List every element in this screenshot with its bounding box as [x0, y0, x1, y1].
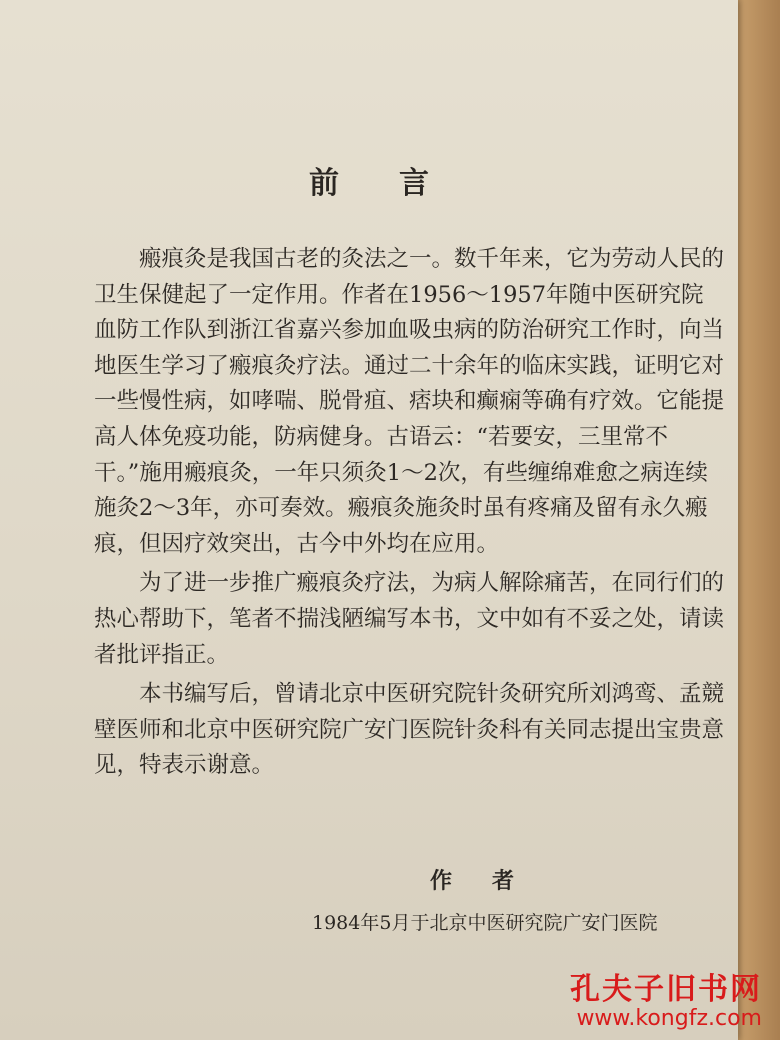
author-signature: 作者: [430, 868, 555, 894]
preface-body: [94, 242, 724, 786]
watermark: [570, 964, 762, 1031]
preface-paragraph-2: 为了进一步推广瘢痕灸疗法，为病人解除痛苦，在同行们的热心帮助下，笔者不揣浅陋编写本书，文中如有不妥之处，请读者批评指正。: [94, 570, 725, 668]
date-line: 1984年5月于北京中医研究院广安门医院: [312, 912, 658, 934]
preface-paragraph-1: 瘢痕灸是我国古老的灸法之一。数千年来，它为劳动人民的卫生保健起了一定作用。作者在1956～1957年随中医研究院血防工作队到浙江省嘉兴参加血吸虫病的防治研究工作时，向当地医生学习了瘢痕灸疗法。通过二十余年的临床实践，证明它对一些慢性病，如哮喘、脱骨疽、痞块和癫痫等确有疗效。它能提高人体免疫功能，防病健身。古语云：“若要安，三里常不干。”施用瘢痕灸，一年只须灸1～2次，有些缠绵难愈之病连续施灸2～3年，亦可奏效。瘢痕灸施灸时虽有疼痛及留有永久瘢痕，但因疗效突出，古今中外均在应用。: [94, 246, 725, 557]
watermark-url: www.kongfz.com: [576, 1006, 762, 1031]
preface-paragraph-3: 本书编写后，曾请北京中医研究院针灸研究所刘鸿鸾、孟競壁医师和北京中医研究院广安门医院针灸科有关同志提出宝贵意见，特表示谢意。: [94, 681, 725, 779]
page-title: 前言: [309, 166, 489, 201]
watermark-name: 孔夫子旧书网: [570, 972, 762, 1007]
